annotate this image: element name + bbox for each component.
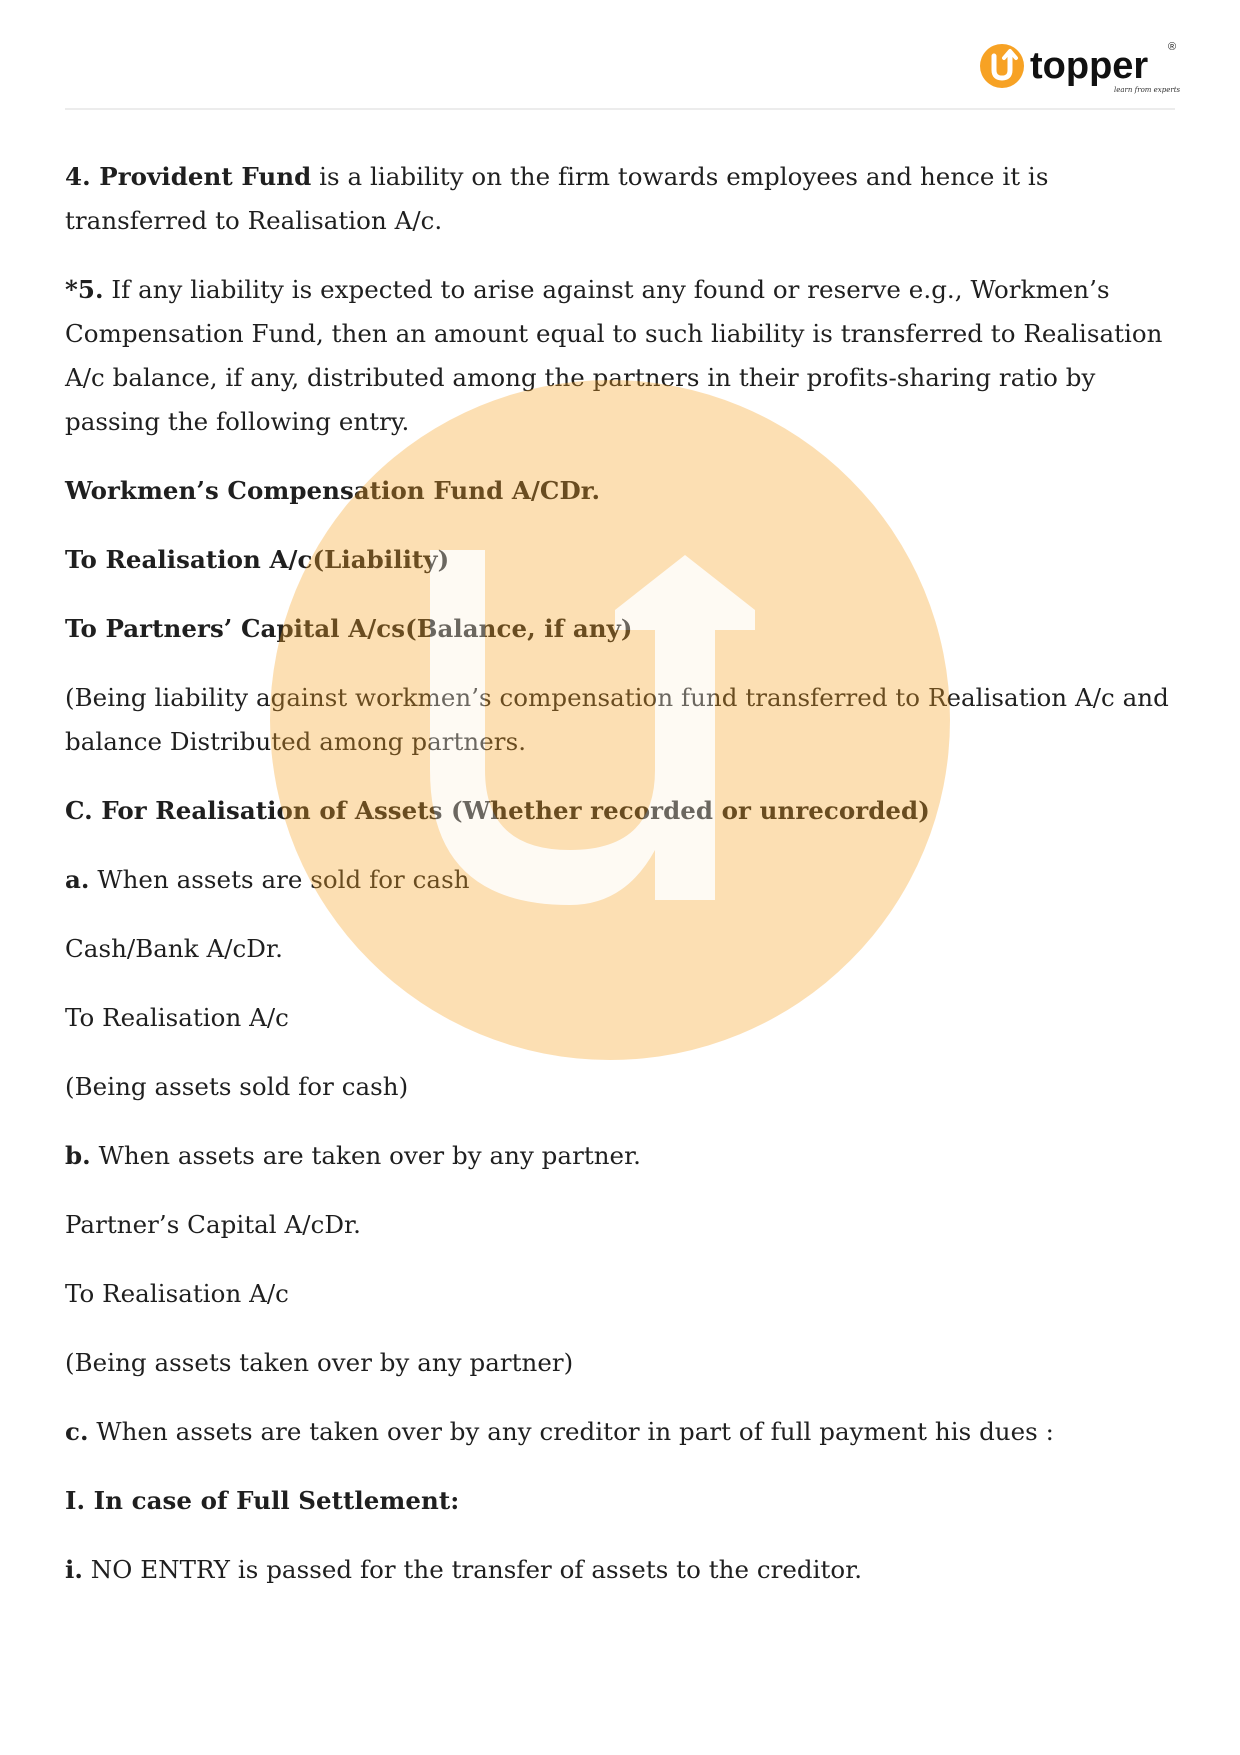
case-heading <box>65 1548 1175 1592</box>
paragraph-text: is a liability on the firm towards employees and hence it is transferred to Realisation A/c. <box>65 162 1049 235</box>
case-label: c. <box>65 1417 89 1446</box>
case-text: When assets are sold for cash <box>89 865 470 894</box>
case-text: When assets are taken over by any creditor in part of full payment his dues : <box>88 1417 1054 1446</box>
case-text: NO ENTRY is passed for the transfer of assets to the creditor. <box>82 1555 863 1584</box>
journal-credit-line: To Realisation A/c(Liability) <box>65 545 450 574</box>
journal-debit-line: Partner’s Capital A/cDr. <box>65 1210 361 1239</box>
page-header <box>0 0 1240 112</box>
paragraph-lead: *5. <box>65 275 104 304</box>
journal-narration: (Being assets taken over by any partner) <box>65 1348 574 1377</box>
topper-u-logo-icon <box>980 44 1024 88</box>
brand-tagline: learn from experts <box>1114 86 1180 94</box>
case-label: i. <box>65 1555 83 1584</box>
journal-credit-line: To Realisation A/c <box>65 1003 289 1032</box>
case-heading <box>65 858 1175 902</box>
journal-credit-line: To Realisation A/c <box>65 1279 289 1308</box>
document-body <box>65 155 1175 1592</box>
journal-debit-line: Workmen’s Compensation Fund A/CDr. <box>65 476 601 505</box>
subsection-heading: I. In case of Full Settlement: <box>65 1486 460 1515</box>
journal-debit-line: Cash/Bank A/cDr. <box>65 934 283 963</box>
paragraph-liability-reserve <box>65 268 1175 444</box>
topper-logo <box>980 40 1180 102</box>
header-divider <box>65 108 1175 110</box>
case-text: When assets are taken over by any partner. <box>90 1141 642 1170</box>
registered-mark: ® <box>1168 41 1177 53</box>
case-label: b. <box>65 1141 91 1170</box>
journal-narration: (Being assets sold for cash) <box>65 1072 409 1101</box>
case-label: a. <box>65 865 90 894</box>
paragraph-text: If any liability is expected to arise against any found or reserve e.g., Workmen’s Compensation Fund, then an amount equal to such liability is transferred to Realisation A/c balance, if any, distributed among the partners in their profits-sharing ratio by passing the following entry. <box>65 275 1163 436</box>
paragraph-provident-fund <box>65 155 1175 243</box>
paragraph-lead: 4. Provident Fund <box>65 162 312 191</box>
case-heading <box>65 1134 1175 1178</box>
journal-narration: (Being liability against workmen’s compensation fund transferred to Realisation A/c and balance Distributed among partners. <box>65 683 1169 756</box>
journal-credit-line: To Partners’ Capital A/cs(Balance, if any) <box>65 614 633 643</box>
brand-name: topper <box>1030 45 1149 87</box>
section-heading: C. For Realisation of Assets (Whether recorded or unrecorded) <box>65 796 930 825</box>
case-heading <box>65 1410 1175 1454</box>
